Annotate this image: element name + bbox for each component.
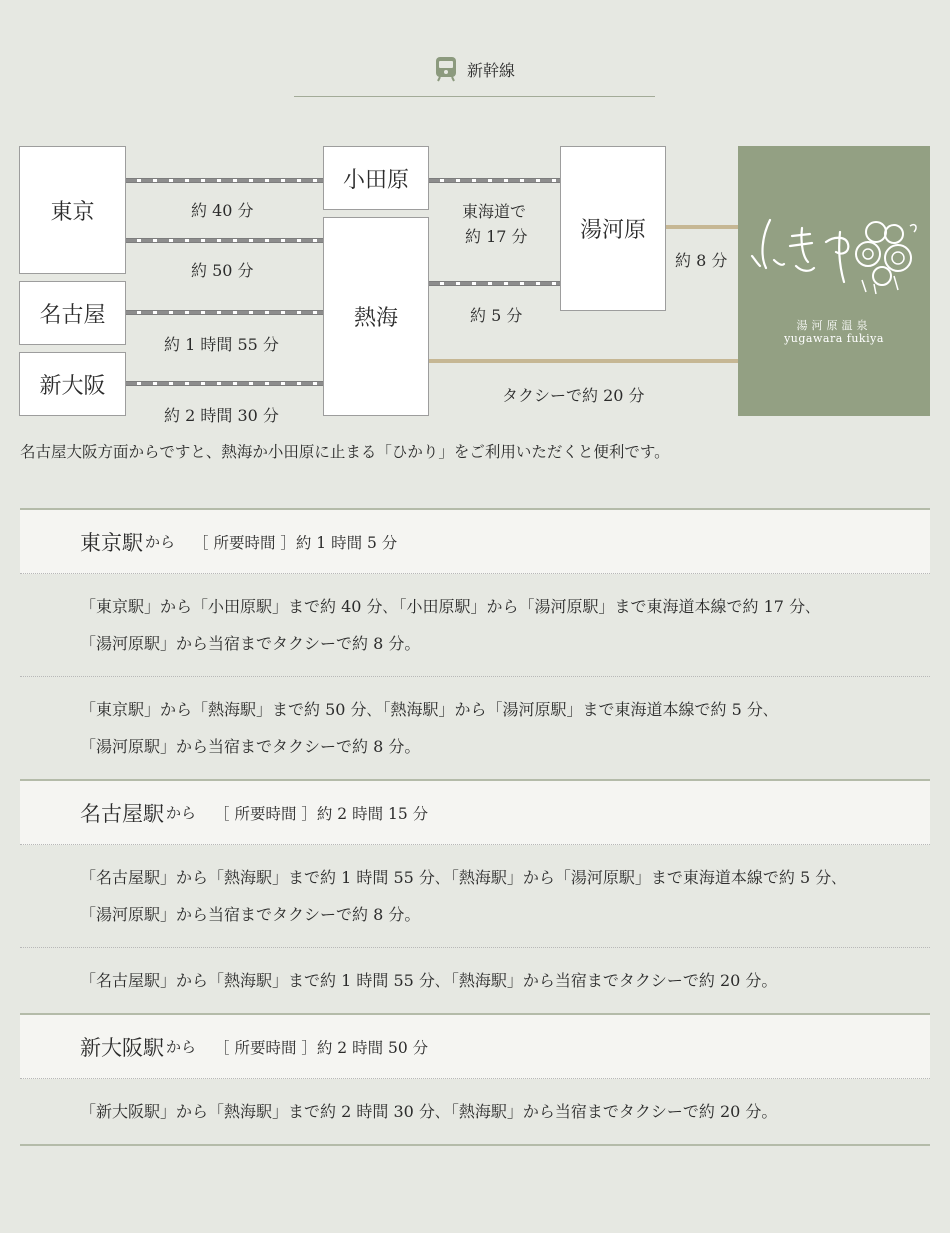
hotel-logo [748, 206, 920, 296]
route-header-shinosaka [20, 1013, 930, 1079]
route-header-nagoya [20, 779, 930, 845]
label-atami-yugawara: 約 5 分 [470, 306, 523, 325]
route-item [20, 574, 930, 677]
route-from: から [166, 1038, 197, 1056]
route-line: 「名古屋駅」から「熱海駅」まで約 1 時間 55 分､「熱海駅」から「湯河原駅」まで東海道本線で約 5 分､ [80, 868, 840, 887]
route-from: から [166, 804, 197, 822]
route-line: 「東京駅」から「小田原駅」まで約 40 分､「小田原駅」から「湯河原駅」まで東海道本線で約 17 分､ [80, 597, 814, 616]
route-item [20, 845, 930, 948]
section-header [0, 56, 950, 86]
station-tokyo: 東京 [19, 146, 126, 274]
hikari-note: 名古屋大阪方面からですと、熱海か小田原に止まる「ひかり」をご利用いただくと便利です。 [20, 443, 670, 461]
rail-shinosaka-atami [125, 381, 324, 386]
route-line: 「湯河原駅」から当宿までタクシーで約 8 分。 [80, 634, 421, 653]
hotel-subtitle-jp: 湯河原温泉 [796, 319, 872, 332]
label-nagoya-atami: 約 1 時間 55 分 [164, 335, 279, 354]
label-atami-hotel-taxi: タクシーで約 20 分 [502, 386, 645, 405]
route-line: 「東京駅」から「熱海駅」まで約 50 分､「熱海駅」から「湯河原駅」まで東海道本線で約 5 分､ [80, 700, 771, 719]
label-tokyo-atami: 約 50 分 [191, 261, 254, 280]
section-divider [294, 96, 655, 97]
road-yugawara-hotel [665, 225, 739, 229]
route-origin: 名古屋駅 [80, 801, 164, 826]
label-odawara-yugawara-1: 東海道で [462, 202, 527, 221]
route-header-tokyo [20, 508, 930, 574]
rail-atami-yugawara [428, 281, 561, 286]
section-title: 新幹線 [466, 60, 515, 80]
rail-tokyo-odawara [125, 178, 324, 183]
station-odawara: 小田原 [323, 146, 429, 210]
route-line: 「湯河原駅」から当宿までタクシーで約 8 分。 [80, 905, 421, 924]
rail-tokyo-atami [125, 238, 324, 243]
route-line: 「湯河原駅」から当宿までタクシーで約 8 分。 [80, 737, 421, 756]
label-yugawara-hotel: 約 8 分 [675, 251, 728, 270]
route-duration: ［ 所要時間 ］約 2 時間 50 分 [214, 1038, 429, 1057]
rail-nagoya-atami [125, 310, 324, 315]
station-atami: 熱海 [323, 217, 429, 416]
route-list [20, 508, 930, 1146]
hotel-block [738, 146, 930, 416]
route-origin: 新大阪駅 [80, 1035, 164, 1060]
label-shinosaka-atami: 約 2 時間 30 分 [164, 406, 279, 425]
route-duration: ［ 所要時間 ］約 1 時間 5 分 [193, 533, 398, 552]
route-item [20, 948, 930, 1013]
route-item [20, 1079, 930, 1146]
route-item [20, 677, 930, 779]
route-line: 「名古屋駅」から「熱海駅」まで約 1 時間 55 分､「熱海駅」から当宿までタクシーで約 20 分。 [80, 971, 778, 990]
route-line: 「新大阪駅」から「熱海駅」まで約 2 時間 30 分､「熱海駅」から当宿までタクシーで約 20 分。 [80, 1102, 778, 1121]
road-atami-hotel [428, 359, 739, 363]
label-odawara-yugawara-2: 約 17 分 [465, 227, 528, 246]
section-title-group [435, 56, 515, 82]
hotel-subtitle-en: yugawara fukiya [784, 332, 884, 345]
route-origin: 東京駅 [80, 530, 143, 555]
route-from: から [145, 533, 176, 551]
station-shinosaka: 新大阪 [19, 352, 126, 416]
rail-odawara-yugawara [428, 178, 561, 183]
train-icon [435, 56, 457, 82]
route-duration: ［ 所要時間 ］約 2 時間 15 分 [214, 804, 429, 823]
label-tokyo-odawara: 約 40 分 [191, 201, 254, 220]
station-nagoya: 名古屋 [19, 281, 126, 345]
station-yugawara: 湯河原 [560, 146, 666, 311]
